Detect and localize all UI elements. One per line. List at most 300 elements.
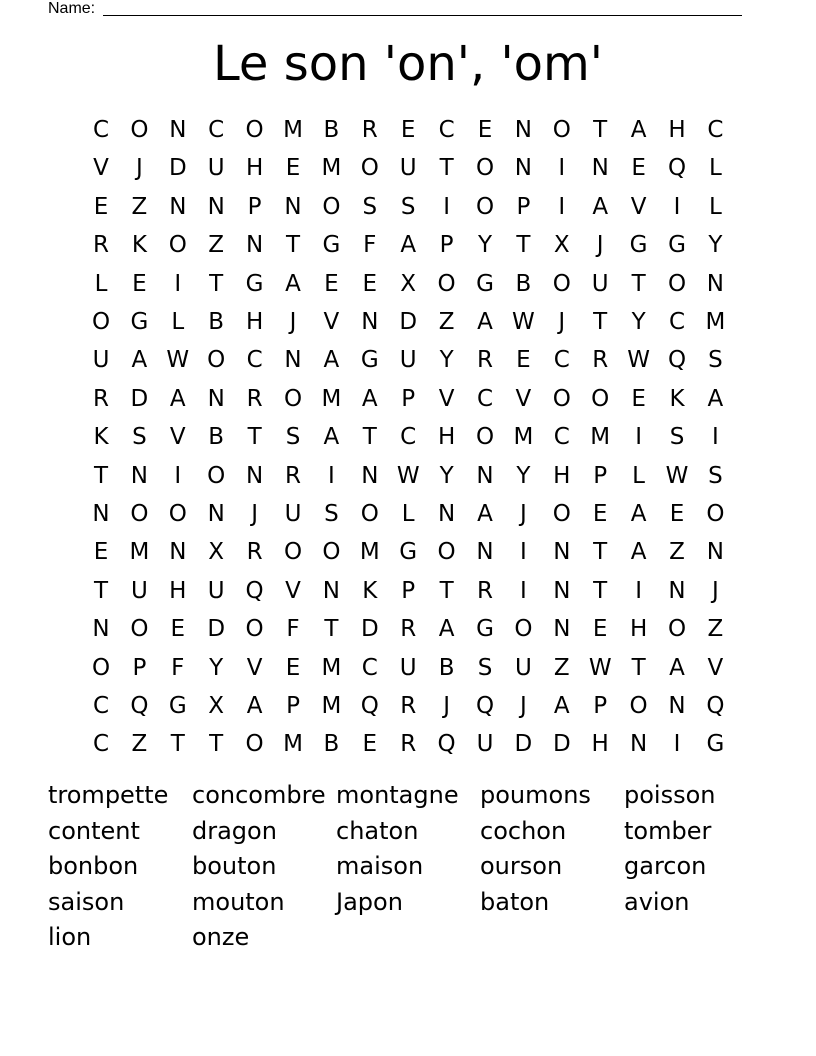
grid-row bbox=[82, 495, 742, 533]
grid-cell: O bbox=[168, 232, 187, 259]
grid-cell: N bbox=[553, 577, 571, 604]
word-bank-item: Japon bbox=[336, 887, 403, 916]
grid-cell: C bbox=[476, 385, 494, 412]
word-bank-item: bonbon bbox=[48, 852, 139, 881]
name-field bbox=[48, 0, 742, 18]
grid-cell: O bbox=[552, 501, 571, 527]
grid-cell: N bbox=[284, 347, 302, 374]
grid-cell: O bbox=[130, 501, 149, 527]
grid-cell: N bbox=[130, 462, 148, 489]
grid-cell: A bbox=[323, 424, 340, 451]
grid-cell: A bbox=[400, 232, 417, 259]
grid-cell: H bbox=[629, 616, 648, 643]
grid-cell: U bbox=[399, 347, 417, 374]
grid-cell: M bbox=[321, 693, 342, 719]
grid-cell: T bbox=[209, 270, 224, 297]
grid-cell: M bbox=[283, 731, 303, 758]
grid-cell: Q bbox=[706, 693, 725, 719]
grid-cell: Z bbox=[208, 232, 225, 259]
grid-cell: W bbox=[396, 462, 420, 489]
word-bank-item: ourson bbox=[480, 852, 563, 881]
grid-cell: Y bbox=[708, 232, 723, 259]
grid-cell: O bbox=[207, 462, 226, 489]
grid-cell: H bbox=[437, 424, 456, 451]
grid-cell: L bbox=[708, 155, 722, 182]
grid-cell: O bbox=[552, 385, 571, 412]
grid-cell: U bbox=[399, 155, 417, 182]
grid-cell: I bbox=[443, 193, 450, 220]
grid-cell: O bbox=[283, 385, 303, 412]
grid-cell: O bbox=[475, 155, 495, 182]
grid-cell: C bbox=[438, 117, 455, 143]
grid-cell: T bbox=[631, 270, 646, 297]
word-bank-item: mouton bbox=[192, 887, 285, 916]
word-bank-item: cochon bbox=[480, 816, 567, 845]
grid-cell: T bbox=[285, 232, 301, 259]
grid-cell: D bbox=[399, 309, 418, 335]
grid-row bbox=[82, 380, 742, 418]
grid-cell: T bbox=[593, 117, 608, 143]
grid-cell: U bbox=[92, 347, 110, 374]
grid-cell: L bbox=[171, 309, 185, 335]
grid-cell: M bbox=[321, 385, 342, 412]
grid-cell: A bbox=[630, 117, 647, 143]
grid-cell: I bbox=[174, 462, 182, 489]
grid-cell: Y bbox=[209, 654, 224, 681]
word-bank-item: chaton bbox=[336, 816, 419, 845]
grid-cell: N bbox=[706, 539, 724, 566]
grid-cell: E bbox=[669, 501, 685, 527]
grid-cell: K bbox=[669, 385, 685, 412]
grid-cell: R bbox=[246, 385, 263, 412]
grid-cell: O bbox=[437, 539, 456, 566]
grid-cell: N bbox=[553, 616, 571, 643]
grid-cell: B bbox=[208, 424, 225, 451]
grid-cell: L bbox=[94, 270, 108, 297]
grid-cell: G bbox=[168, 693, 187, 719]
grid-cell: R bbox=[477, 347, 493, 374]
grid-cell: N bbox=[668, 577, 686, 604]
grid-cell: S bbox=[669, 424, 685, 451]
grid-cell: Q bbox=[667, 155, 687, 182]
grid-cell: C bbox=[246, 347, 263, 374]
grid-cell: I bbox=[174, 270, 182, 297]
grid-cell: H bbox=[553, 462, 571, 489]
grid-cell: E bbox=[477, 117, 493, 143]
grid-cell: E bbox=[631, 155, 646, 182]
grid-cell: G bbox=[130, 309, 149, 335]
name-underline bbox=[103, 15, 742, 16]
grid-cell: E bbox=[592, 616, 608, 643]
grid-cell: T bbox=[631, 654, 646, 681]
grid-cell: O bbox=[168, 501, 187, 527]
word-bank-item: dragon bbox=[192, 816, 277, 845]
grid-cell: M bbox=[321, 654, 342, 681]
grid-cell: N bbox=[284, 193, 302, 220]
grid-cell: H bbox=[169, 577, 187, 604]
word-bank-item: baton bbox=[480, 887, 550, 916]
grid-cell: E bbox=[400, 117, 416, 143]
grid-cell: O bbox=[245, 616, 264, 643]
grid-cell: V bbox=[246, 654, 263, 681]
grid-cell: B bbox=[438, 654, 455, 681]
grid-cell: S bbox=[477, 654, 493, 681]
grid-cell: C bbox=[92, 693, 110, 719]
grid-cell: N bbox=[322, 577, 340, 604]
grid-cell: T bbox=[170, 731, 185, 758]
grid-cell: O bbox=[437, 270, 456, 297]
grid-cell: I bbox=[673, 193, 681, 220]
grid-cell: A bbox=[438, 616, 455, 643]
grid-cell: U bbox=[207, 577, 225, 604]
grid-cell: B bbox=[323, 117, 340, 143]
grid-cell: I bbox=[327, 462, 335, 489]
grid-cell: O bbox=[552, 270, 571, 297]
grid-cell: Q bbox=[130, 693, 149, 719]
grid-cell: H bbox=[245, 155, 264, 182]
grid-cell: V bbox=[630, 193, 647, 220]
word-bank-item: content bbox=[48, 816, 140, 845]
grid-cell: Q bbox=[667, 347, 687, 374]
grid-cell: R bbox=[361, 117, 378, 143]
grid-cell: Y bbox=[516, 462, 531, 489]
grid-cell: E bbox=[631, 385, 646, 412]
grid-cell: J bbox=[443, 693, 450, 719]
grid-cell: S bbox=[400, 193, 416, 220]
grid-cell: N bbox=[629, 731, 648, 758]
grid-cell: O bbox=[706, 501, 725, 527]
grid-cell: Q bbox=[475, 693, 495, 719]
word-bank-item: onze bbox=[192, 923, 250, 952]
grid-cell: N bbox=[169, 193, 187, 220]
grid-cell: P bbox=[439, 232, 454, 259]
grid-cell: O bbox=[91, 654, 111, 681]
grid-cell: L bbox=[401, 501, 415, 527]
grid-cell: C bbox=[553, 424, 570, 451]
grid-cell: H bbox=[668, 117, 686, 143]
word-bank-item: poisson bbox=[624, 781, 716, 809]
word-bank-item: trompette bbox=[48, 781, 169, 809]
grid-cell: R bbox=[400, 731, 417, 758]
grid-cell: O bbox=[283, 539, 303, 566]
grid-cell: O bbox=[207, 347, 226, 374]
word-bank-item: bouton bbox=[192, 852, 277, 881]
grid-cell: W bbox=[588, 654, 612, 681]
grid-cell: T bbox=[439, 155, 454, 182]
grid-cell: M bbox=[321, 155, 342, 182]
name-label: Name: bbox=[48, 0, 96, 17]
grid-cell: S bbox=[132, 424, 147, 451]
grid-cell: U bbox=[591, 270, 609, 297]
grid-row bbox=[82, 188, 742, 226]
grid-cell: V bbox=[93, 155, 109, 182]
grid-cell: N bbox=[476, 462, 494, 489]
grid-cell: R bbox=[285, 462, 301, 489]
grid-cell: Z bbox=[131, 731, 148, 758]
word-bank-item: avion bbox=[624, 887, 690, 916]
word-bank-item: poumons bbox=[480, 781, 591, 809]
grid-cell: R bbox=[592, 347, 609, 374]
grid-cell: N bbox=[361, 462, 379, 489]
grid-cell: K bbox=[362, 577, 378, 604]
grid-cell: V bbox=[515, 385, 532, 412]
grid-cell: O bbox=[475, 424, 495, 451]
grid-cell: I bbox=[711, 424, 719, 451]
grid-cell: A bbox=[246, 693, 263, 719]
grid-cell: O bbox=[91, 309, 111, 335]
page-title: Le son 'on', 'om' bbox=[213, 36, 603, 92]
grid-cell: Y bbox=[439, 462, 454, 489]
grid-cell: G bbox=[360, 347, 379, 374]
grid-cell: O bbox=[629, 693, 648, 719]
grid-cell: T bbox=[593, 309, 608, 335]
grid-cell: N bbox=[514, 155, 532, 182]
grid-cell: W bbox=[166, 347, 190, 374]
grid-cell: J bbox=[596, 232, 604, 259]
grid-cell: G bbox=[629, 232, 648, 259]
grid-cell: A bbox=[323, 347, 340, 374]
grid-cell: K bbox=[131, 232, 147, 259]
grid-cell: M bbox=[590, 424, 611, 451]
grid-cell: E bbox=[516, 347, 531, 374]
grid-cell: U bbox=[130, 577, 148, 604]
word-bank-item: saison bbox=[48, 887, 125, 916]
grid-cell: P bbox=[247, 193, 262, 220]
grid-cell: E bbox=[362, 270, 378, 297]
grid-cell: E bbox=[132, 270, 147, 297]
grid-cell: N bbox=[591, 155, 609, 182]
grid-cell: A bbox=[630, 539, 647, 566]
grid-cell: R bbox=[246, 539, 263, 566]
grid-cell: U bbox=[514, 654, 532, 681]
grid-cell: Y bbox=[477, 232, 493, 259]
grid-cell: J bbox=[519, 693, 527, 719]
grid-cell: N bbox=[207, 193, 225, 220]
grid-cell: V bbox=[438, 385, 455, 412]
grid-cell: Z bbox=[438, 309, 455, 335]
grid-cell: E bbox=[285, 155, 301, 182]
grid-cell: G bbox=[476, 270, 494, 297]
grid-cell: N bbox=[668, 693, 686, 719]
grid-cell: A bbox=[669, 654, 685, 681]
grid-cell: A bbox=[285, 270, 301, 297]
grid-cell: P bbox=[516, 193, 531, 220]
grid-cell: E bbox=[592, 501, 608, 527]
grid-cell: N bbox=[92, 501, 110, 527]
grid-cell: T bbox=[93, 462, 109, 489]
grid-row bbox=[82, 303, 742, 341]
grid-cell: M bbox=[513, 424, 534, 451]
grid-cell: Z bbox=[131, 193, 148, 220]
grid-row bbox=[82, 457, 742, 495]
grid-cell: O bbox=[130, 616, 149, 643]
grid-cell: A bbox=[630, 501, 647, 527]
grid-cell: W bbox=[665, 462, 689, 489]
grid-cell: T bbox=[516, 232, 531, 259]
grid-cell: A bbox=[553, 693, 570, 719]
grid-cell: U bbox=[284, 501, 302, 527]
word-bank-item: montagne bbox=[336, 781, 459, 809]
grid-cell: D bbox=[168, 155, 187, 182]
grid-cell: Q bbox=[245, 577, 264, 604]
grid-cell: S bbox=[708, 347, 723, 374]
grid-cell: V bbox=[707, 654, 724, 681]
grid-cell: N bbox=[361, 309, 379, 335]
grid-cell: G bbox=[476, 616, 494, 643]
grid-row bbox=[82, 149, 742, 187]
grid-cell: P bbox=[401, 577, 416, 604]
grid-cell: X bbox=[208, 693, 225, 719]
grid-cell: Z bbox=[669, 539, 685, 566]
grid-cell: F bbox=[171, 654, 185, 681]
grid-cell: J bbox=[711, 577, 719, 604]
grid-cell: O bbox=[667, 616, 687, 643]
grid-cell: G bbox=[322, 232, 341, 259]
grid-cell: E bbox=[170, 616, 186, 643]
grid-cell: H bbox=[591, 731, 609, 758]
grid-row bbox=[82, 265, 742, 303]
grid-cell: P bbox=[593, 462, 608, 489]
grid-cell: J bbox=[289, 309, 297, 335]
grid-cell: N bbox=[553, 539, 571, 566]
grid-cell: A bbox=[477, 501, 493, 527]
grid-cell: T bbox=[593, 577, 608, 604]
grid-cell: V bbox=[323, 309, 340, 335]
grid-cell: S bbox=[285, 424, 301, 451]
grid-cell: O bbox=[552, 117, 571, 143]
grid-cell: T bbox=[247, 424, 262, 451]
grid-cell: V bbox=[169, 424, 186, 451]
grid-cell: T bbox=[209, 731, 224, 758]
grid-cell: E bbox=[93, 193, 109, 220]
grid-cell: N bbox=[92, 616, 110, 643]
grid-cell: S bbox=[708, 462, 723, 489]
grid-cell: N bbox=[207, 385, 225, 412]
grid-row bbox=[82, 341, 742, 379]
grid-row bbox=[82, 418, 742, 456]
grid-cell: T bbox=[439, 577, 454, 604]
grid-cell: N bbox=[169, 539, 187, 566]
grid-cell: P bbox=[132, 654, 147, 681]
grid-cell: J bbox=[519, 501, 527, 527]
grid-cell: B bbox=[515, 270, 532, 297]
grid-cell: C bbox=[668, 309, 686, 335]
grid-cell: O bbox=[475, 193, 495, 220]
grid-cell: M bbox=[129, 539, 150, 566]
grid-cell: O bbox=[514, 616, 533, 643]
grid-cell: I bbox=[635, 577, 642, 604]
grid-cell: Z bbox=[707, 616, 724, 643]
grid-cell: K bbox=[93, 424, 109, 451]
word-bank-item: lion bbox=[48, 923, 92, 952]
grid-cell: T bbox=[93, 577, 109, 604]
grid-cell: U bbox=[399, 654, 417, 681]
grid-cell: X bbox=[553, 232, 570, 259]
grid-cell: M bbox=[705, 309, 726, 335]
grid-cell: E bbox=[362, 731, 378, 758]
grid-cell: J bbox=[135, 155, 143, 182]
word-bank-item: tomber bbox=[624, 816, 712, 845]
grid-cell: N bbox=[437, 501, 456, 527]
grid-cell: W bbox=[627, 347, 650, 374]
grid-cell: C bbox=[553, 347, 570, 374]
grid-cell: R bbox=[477, 577, 493, 604]
grid-cell: X bbox=[208, 539, 225, 566]
grid-row bbox=[82, 687, 742, 725]
grid-cell: E bbox=[93, 539, 109, 566]
grid-cell: U bbox=[476, 731, 494, 758]
grid-cell: C bbox=[400, 424, 417, 451]
grid-cell: O bbox=[591, 385, 610, 412]
grid-cell: O bbox=[360, 155, 379, 182]
grid-cell: M bbox=[359, 539, 380, 566]
grid-cell: A bbox=[131, 347, 148, 374]
grid-cell: U bbox=[207, 155, 225, 182]
grid-cell: D bbox=[360, 616, 379, 643]
grid-cell: N bbox=[245, 232, 264, 259]
grid-cell: R bbox=[93, 385, 109, 412]
grid-cell: G bbox=[668, 232, 686, 259]
grid-cell: S bbox=[324, 501, 339, 527]
grid-cell: C bbox=[208, 117, 225, 143]
grid-cell: I bbox=[673, 731, 681, 758]
grid-cell: A bbox=[169, 385, 186, 412]
grid-row bbox=[82, 572, 742, 610]
grid-cell: A bbox=[592, 193, 609, 220]
grid-cell: O bbox=[322, 193, 341, 220]
grid-cell: Z bbox=[553, 654, 570, 681]
grid-cell: J bbox=[558, 309, 566, 335]
grid-row bbox=[82, 649, 742, 687]
grid-cell: N bbox=[514, 117, 532, 143]
grid-cell: R bbox=[400, 693, 417, 719]
grid-row bbox=[82, 610, 742, 648]
grid-cell: O bbox=[322, 539, 341, 566]
grid-cell: F bbox=[286, 616, 300, 643]
grid-cell: C bbox=[361, 654, 378, 681]
grid-cell: A bbox=[707, 385, 724, 412]
grid-row bbox=[82, 533, 742, 571]
grid-cell: N bbox=[476, 539, 494, 566]
grid-cell: O bbox=[130, 117, 149, 143]
grid-cell: J bbox=[251, 501, 258, 527]
grid-cell: X bbox=[400, 270, 417, 297]
grid-cell: P bbox=[593, 693, 608, 719]
grid-cell: I bbox=[519, 539, 527, 566]
grid-cell: D bbox=[130, 385, 149, 412]
grid-cell: G bbox=[245, 270, 264, 297]
grid-cell: N bbox=[245, 462, 264, 489]
grid-cell: P bbox=[286, 693, 300, 719]
grid-cell: D bbox=[207, 616, 226, 643]
grid-cell: Y bbox=[631, 309, 646, 335]
grid-cell: N bbox=[706, 270, 724, 297]
grid-cell: C bbox=[92, 731, 110, 758]
grid-cell: B bbox=[208, 309, 225, 335]
grid-cell: T bbox=[362, 424, 377, 451]
grid-cell: E bbox=[324, 270, 339, 297]
grid-cell: Y bbox=[439, 347, 454, 374]
grid-cell: W bbox=[512, 309, 535, 335]
grid-cell: R bbox=[400, 616, 417, 643]
grid-cell: P bbox=[401, 385, 416, 412]
grid-cell: D bbox=[514, 731, 533, 758]
grid-row bbox=[82, 725, 742, 763]
grid-cell: N bbox=[207, 501, 225, 527]
grid-row bbox=[82, 226, 742, 264]
grid-cell: A bbox=[477, 309, 493, 335]
grid-cell: E bbox=[285, 654, 301, 681]
